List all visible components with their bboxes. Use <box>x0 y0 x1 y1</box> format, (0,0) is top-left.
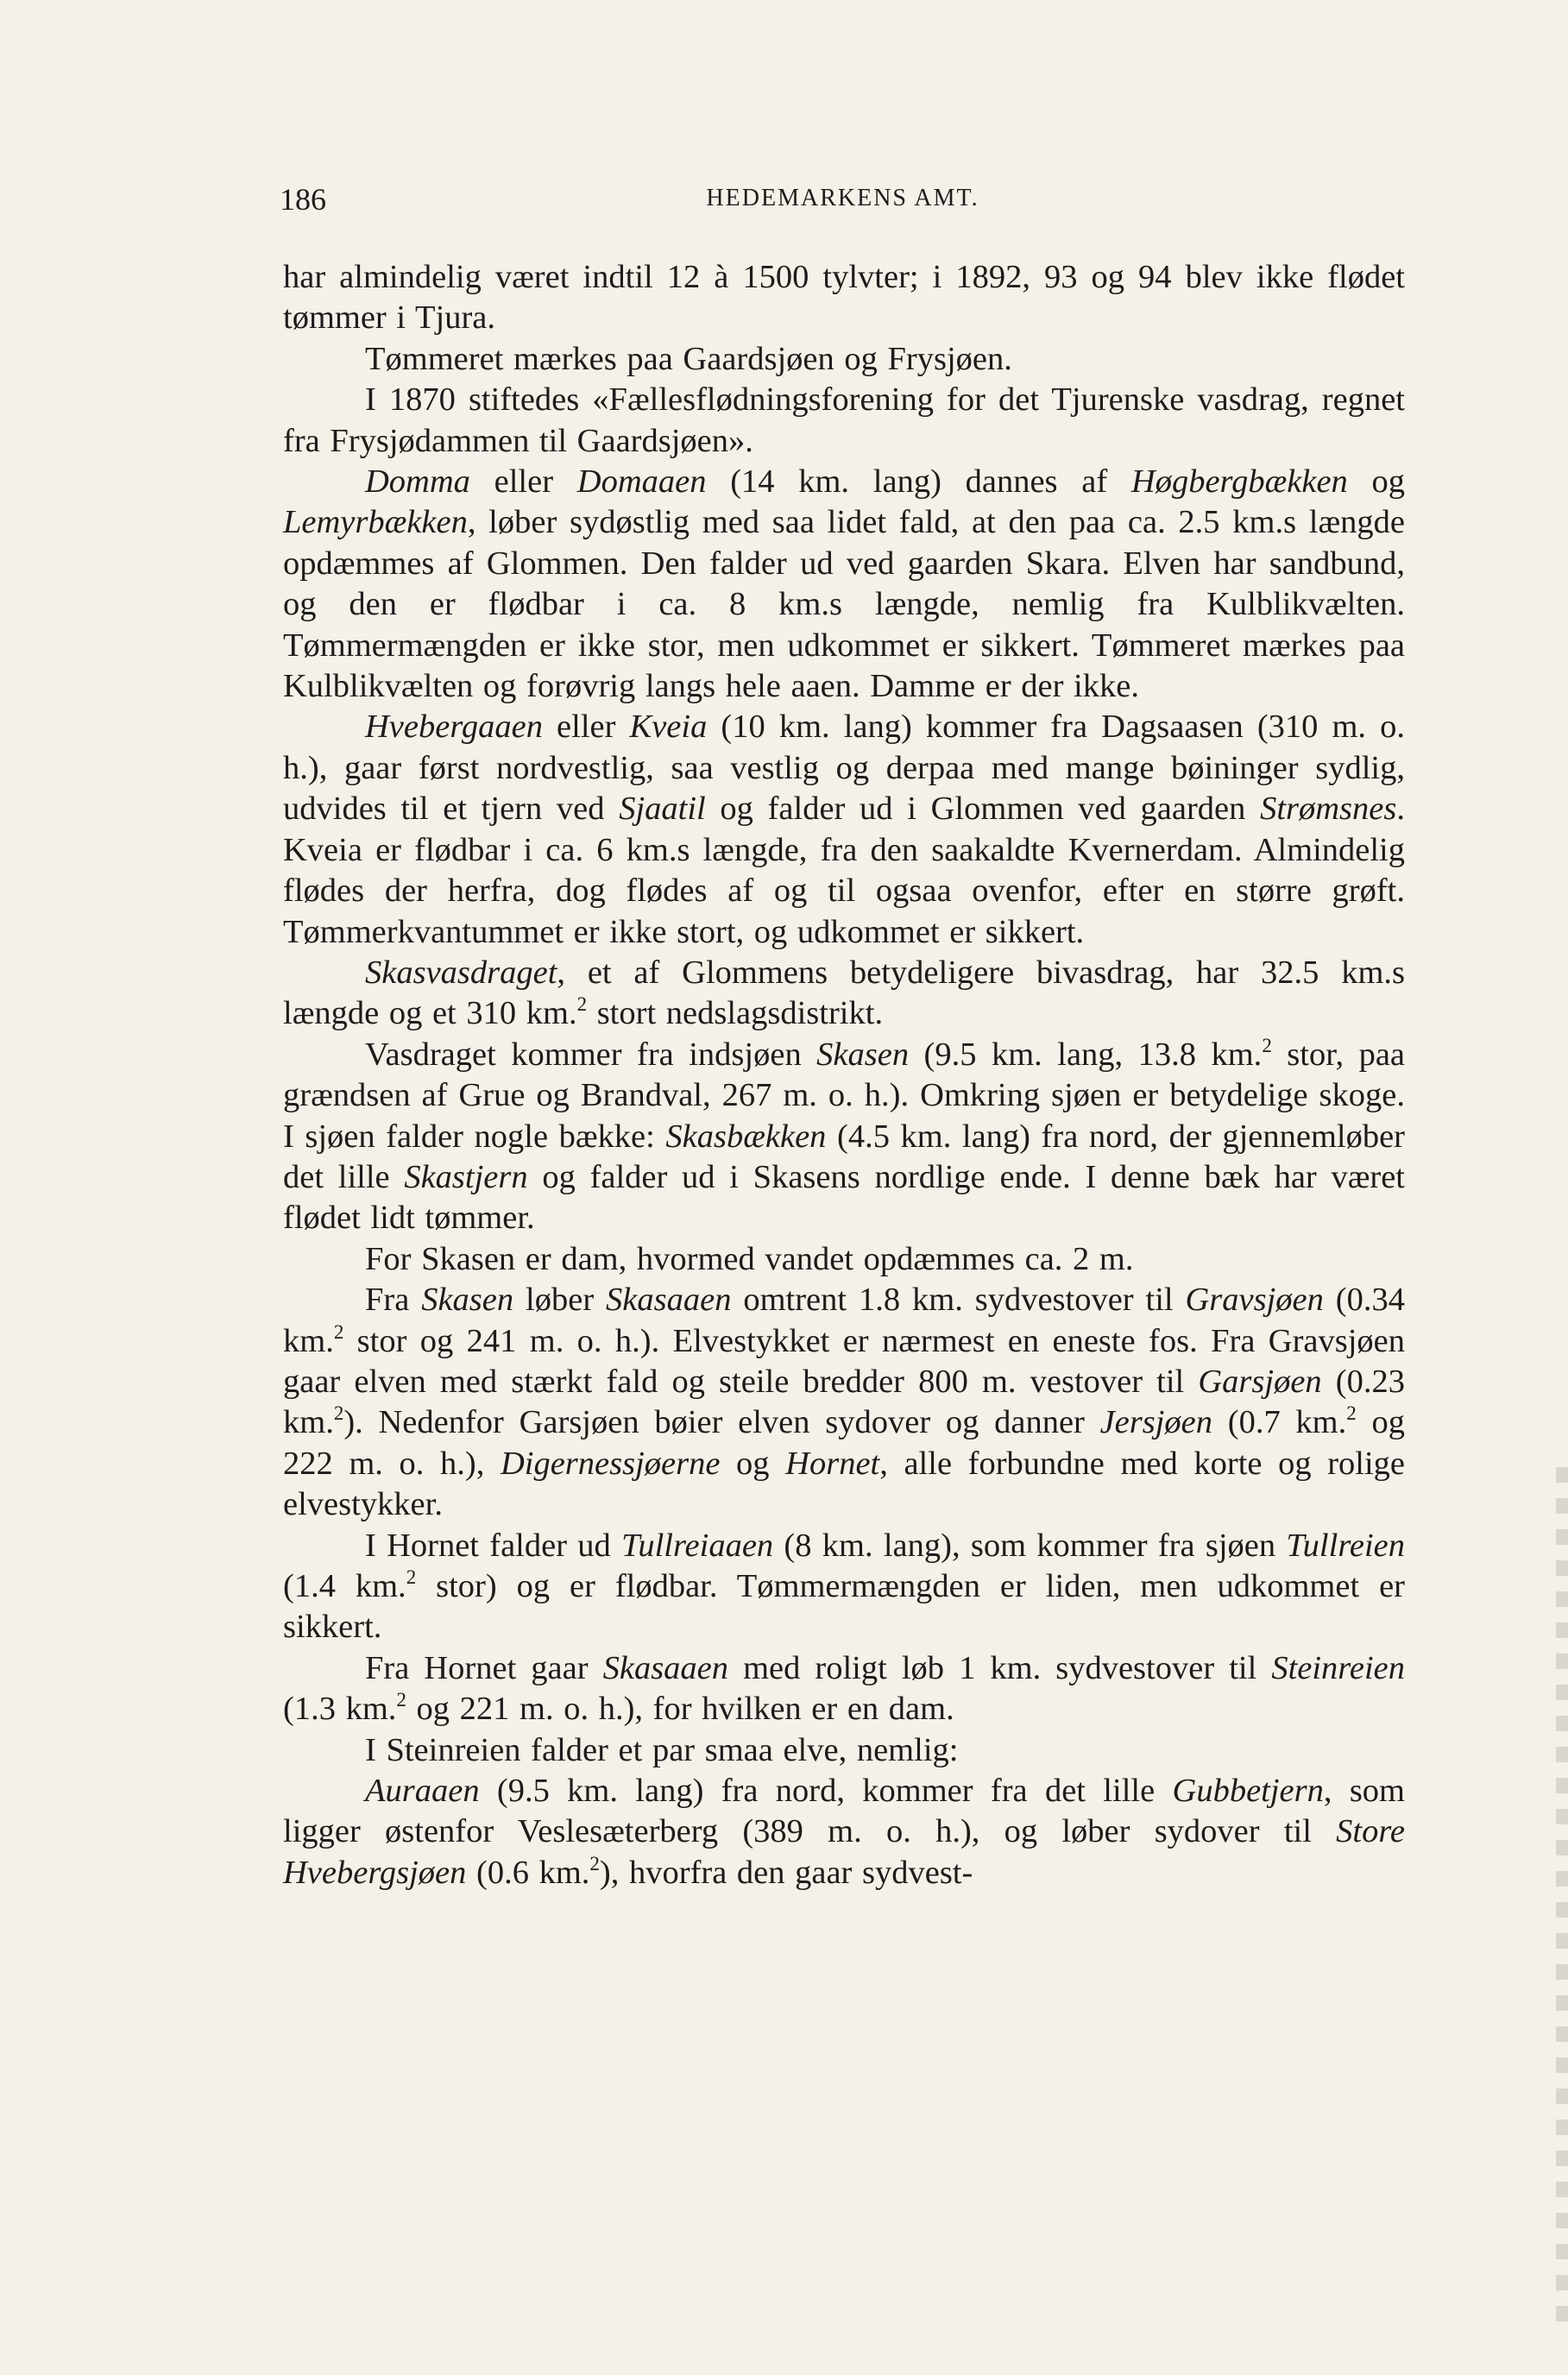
text-run: Fra <box>365 1282 422 1319</box>
text-run: og 222 m. o. h.), <box>283 1404 1405 1482</box>
superscript: 2 <box>576 993 588 1016</box>
italic-name: Jersjøen <box>1099 1404 1213 1441</box>
body-text <box>283 257 1405 1893</box>
text-run: , som ligger østenfor Veslesæterberg (389 m. o. h.), og løber sydover til <box>283 1773 1405 1850</box>
superscript: 2 <box>406 1566 417 1588</box>
italic-name: Digernessjøerne <box>500 1445 721 1482</box>
text-run: (0.23 km. <box>283 1363 1405 1441</box>
superscript: 2 <box>589 1852 600 1874</box>
text-run: (0.7 km. <box>1212 1404 1347 1441</box>
text-run: (1.3 km. <box>283 1691 397 1728</box>
text-run: (8 km. lang), som kommer fra sjøen <box>773 1527 1287 1564</box>
page-number: 186 <box>280 182 326 217</box>
text-run: (0.6 km. <box>466 1854 590 1891</box>
italic-name: Tullreiaaen <box>621 1527 774 1564</box>
paragraph <box>283 1771 1405 1893</box>
text-run: eller <box>542 709 630 746</box>
superscript: 2 <box>396 1689 406 1711</box>
running-title: HEDEMARKENS AMT. <box>706 185 979 211</box>
text-run: (9.5 km. lang) fra nord, kommer fra det lille <box>479 1773 1173 1810</box>
italic-name: Skasen <box>421 1282 514 1319</box>
text-run: stort nedslagsdistrikt. <box>587 995 884 1032</box>
superscript: 2 <box>333 1402 344 1425</box>
text-run: omtrent 1.8 km. sydvestover til <box>731 1282 1186 1319</box>
italic-name: Tullreien <box>1286 1527 1405 1564</box>
text-run: (9.5 km. lang, 13.8 km. <box>909 1036 1263 1073</box>
paragraph <box>283 1280 1405 1525</box>
text-run: (4.5 km. lang) fra nord, der gjennemløber det lille <box>283 1118 1405 1195</box>
text-run: stor og 241 m. o. h.). Elvestykket er nærmest en eneste fos. Fra Gravsjøen gaar elven med stærkt fald og steile bredder 800 m. vestover til <box>283 1322 1405 1400</box>
text-run: med roligt løb 1 km. sydvestover til <box>728 1649 1272 1686</box>
text-run: stor, paa grændsen af Grue og Brandval, 267 m. o. h.). Omkring sjøen er betydelige skoge. I sjøen falder nogle bække: <box>283 1036 1406 1155</box>
italic-name: Skasbækken <box>665 1118 827 1155</box>
italic-name: Skastjern <box>404 1158 528 1195</box>
text-run: og 221 m. o. h.), for hvilken er en dam. <box>406 1691 954 1728</box>
text-run: , alle forbundne med korte og rolige elvestykker. <box>283 1445 1405 1523</box>
paragraph <box>283 339 1405 380</box>
italic-name: Hornet <box>785 1445 880 1482</box>
paragraph <box>283 1526 1405 1648</box>
italic-name: Strømsnes <box>1260 791 1397 828</box>
italic-name: Hvebergaaen <box>365 709 543 746</box>
italic-name: Skasvasdraget <box>365 954 557 991</box>
text-run: og falder ud i Glommen ved gaarden <box>705 791 1261 828</box>
italic-name: Gravsjøen <box>1185 1282 1324 1319</box>
page-header <box>280 181 1406 216</box>
italic-name: Domaaen <box>576 463 707 501</box>
italic-name: Gubbetjern <box>1172 1773 1324 1810</box>
text-run: og <box>720 1445 786 1482</box>
text-run: og <box>1347 463 1406 501</box>
paragraph <box>283 1035 1405 1239</box>
text-run: (10 km. lang) kommer fra Dagsaasen (310 m. o. h.), gaar først nordvestlig, saa vestlig og derpaa med mange bøininger sydlig, udvides til et tjern ved <box>283 709 1406 828</box>
italic-name: Skasaaen <box>602 1649 729 1686</box>
paragraph <box>283 462 1405 707</box>
paragraph <box>283 1239 1405 1280</box>
italic-name: Auraaen <box>365 1773 480 1810</box>
italic-name: Sjaatil <box>619 791 706 828</box>
text-run: I 1870 stiftedes «Fællesflødningsforening for det Tjurenske vasdrag, regnet fra Frysjødammen til Gaardsjøen». <box>283 381 1405 459</box>
paragraph <box>283 380 1405 462</box>
italic-name: Kveia <box>629 709 708 746</box>
text-run: (0.34 km. <box>283 1282 1405 1359</box>
text-run: I Steinreien falder et par smaa elve, nemlig: <box>365 1731 959 1768</box>
italic-name: Skasen <box>816 1036 910 1073</box>
paragraph <box>283 1648 1405 1730</box>
page-edge-decoration <box>1556 1467 1568 2330</box>
text-run: (14 km. lang) dannes af <box>706 463 1131 501</box>
text-run: stor) og er flødbar. Tømmermængden er liden, men udkommet er sikkert. <box>283 1568 1405 1646</box>
italic-name: Steinreien <box>1271 1649 1405 1686</box>
text-run: (1.4 km. <box>283 1568 406 1604</box>
italic-name: Store Hvebergsjøen <box>283 1813 1405 1891</box>
text-run: , løber sydøstlig med saa lidet fald, at den paa ca. 2.5 km.s længde opdæmmes af Glommen. Den falder ud ved gaarden Skara. Elven har sandbund, og den er flødbar i ca. 8 km.s længde, nemlig fra Kulblikvælten. Tømmermængden er ikke stor, men udkommet er sikkert. Tømmeret mærkes paa Kulblikvælten og forøvrig langs hele aaen. Damme er der ikke. <box>283 504 1405 705</box>
superscript: 2 <box>1346 1402 1357 1425</box>
paragraph <box>283 953 1405 1035</box>
italic-name: Høgbergbækken <box>1130 463 1348 501</box>
text-run: eller <box>469 463 577 501</box>
superscript: 2 <box>333 1320 344 1343</box>
text-run: og falder ud i Skasens nordlige ende. I denne bæk har været flødet lidt tømmer. <box>283 1158 1405 1237</box>
text-run: ). Nedenfor Garsjøen bøier elven sydover og danner <box>343 1404 1100 1441</box>
text-run: ), hvorfra den gaar sydvest- <box>599 1854 973 1891</box>
text-run: har almindelig været indtil 12 à 1500 tylvter; i 1892, 93 og 94 blev ikke flødet tømmer i Tjura. <box>283 259 1405 337</box>
text-run: Tømmeret mærkes paa Gaardsjøen og Frysjøen. <box>365 340 1012 377</box>
text-run: . Kveia er flødbar i ca. 6 km.s længde, fra den saakaldte Kvernerdam. Almindelig flødes der herfra, dog flødes af og til ogsaa ovenfor, efter en større grøft. Tømmerkvantummet er ikke stort, og udkommet er sikkert. <box>283 791 1405 950</box>
italic-name: Garsjøen <box>1198 1363 1322 1400</box>
paragraph <box>283 707 1405 952</box>
superscript: 2 <box>1262 1034 1272 1056</box>
text-run: I Hornet falder ud <box>365 1527 622 1564</box>
italic-name: Domma <box>365 463 470 501</box>
text-run: Fra Hornet gaar <box>365 1649 603 1686</box>
text-run: løber <box>513 1282 607 1319</box>
paragraph <box>283 257 1405 339</box>
text-run: Vasdraget kommer fra indsjøen <box>365 1036 817 1073</box>
italic-name: Skasaaen <box>606 1282 732 1319</box>
text-run: For Skasen er dam, hvormed vandet opdæmmes ca. 2 m. <box>365 1240 1134 1277</box>
paragraph <box>283 1730 1405 1771</box>
italic-name: Lemyrbækken <box>283 504 468 541</box>
text-run: , et af Glommens betydeligere bivasdrag, har 32.5 km.s længde og et 310 km. <box>283 954 1405 1032</box>
